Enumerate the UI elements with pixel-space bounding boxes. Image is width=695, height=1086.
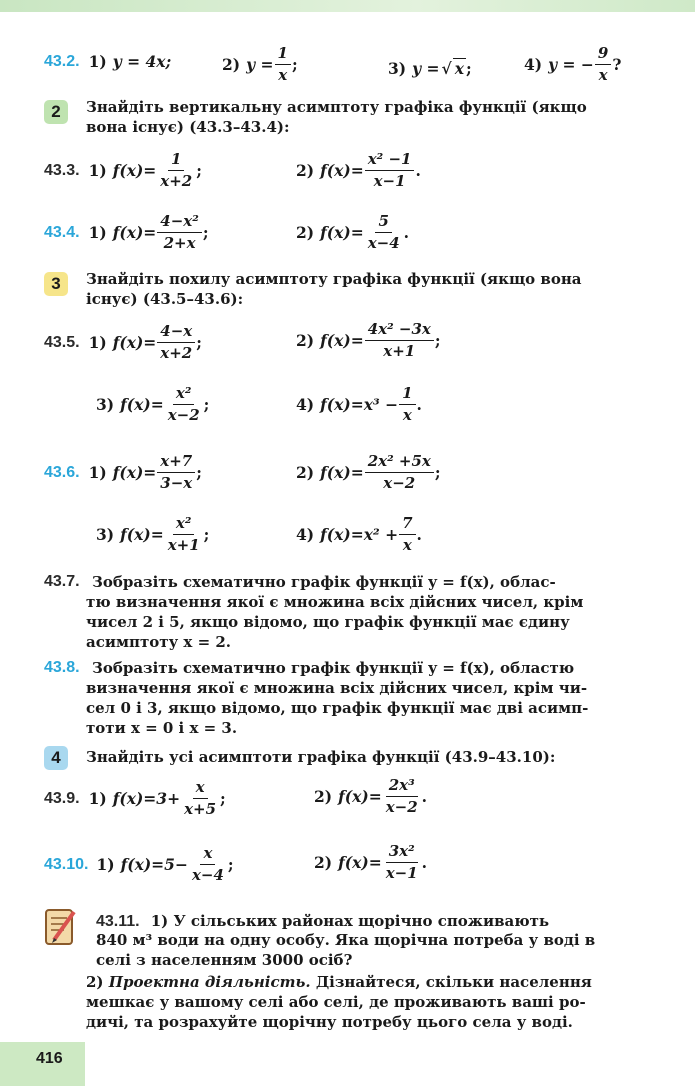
fraction: $\frac{\text{x² −1}}{x-1}$ xyxy=(365,150,415,191)
task-43-7-line2: тю визначення якої є множина всіх дійсних чисел, крім xyxy=(86,593,584,611)
task-43-8-line1: Зобразіть схематично графік функції y = f(x), областю xyxy=(92,659,575,677)
fraction: $\frac{1}{x}$ xyxy=(275,44,291,85)
item-index: 1) xyxy=(96,855,115,874)
task-43-5-item-4: 4) f(x)=x³ − $\frac{1}{x}$ . xyxy=(296,384,422,424)
item-index: 1) xyxy=(88,223,107,242)
fraction: $\frac{x}{x+5}$ xyxy=(184,778,217,818)
task-43-5-item-3: 3) f(x)= $\frac{\text{x²}}{x-2}$ ; xyxy=(96,384,210,424)
item-index: 2) xyxy=(296,463,315,482)
task-number: 43.5. xyxy=(44,333,80,351)
task-43-5: 43.5. 1) f(x)= $\frac{4-x}{x+2}$ ; xyxy=(44,322,202,362)
item-index: 4) xyxy=(524,55,543,74)
task-43-10: 43.10. 1) f(x)=5− $\frac{x}{x-4}$ ; xyxy=(44,844,234,884)
item-index: 4) xyxy=(296,525,315,544)
task-43-8-line3: сел 0 і 3, якщо відомо, що графік функції має дві асимп- xyxy=(86,699,589,717)
expression: y = xyxy=(246,55,274,74)
section-3-instruction-line1: Знайдіть похилу асимптоту графіка функції (якщо вона xyxy=(86,270,582,288)
item-index: 2) xyxy=(314,853,333,872)
item-index: 1) xyxy=(88,333,107,352)
section-3-instruction-line2: існує) (43.5–43.6): xyxy=(86,290,244,308)
task-43-7-line4: асимптоту x = 2. xyxy=(86,633,232,651)
fraction: $\frac{\text{4−x²}}{2+x}$ xyxy=(157,212,202,253)
expression: y = 4x; xyxy=(112,52,172,71)
top-decorative-band xyxy=(0,0,695,12)
task-43-8-line2: визначення якої є множина всіх дійсних чисел, крім чи- xyxy=(86,679,588,697)
item-index: 1) xyxy=(88,52,107,71)
task-43-6: 43.6. 1) f(x)= $\frac{x+7}{3-x}$ ; xyxy=(44,452,202,492)
fraction: $\frac{\text{x²}}{x-2}$ xyxy=(167,384,200,424)
task-43-8-line4: тоти x = 0 і x = 3. xyxy=(86,719,238,737)
task-43-4-item-2: 2) f(x)= $\frac{5}{x-4}$ . xyxy=(296,212,410,252)
fraction: $\frac{5}{x-4}$ xyxy=(367,212,400,252)
task-number: 43.8. xyxy=(44,659,80,676)
page-number: 416 xyxy=(36,1050,63,1067)
task-number: 43.2. xyxy=(44,52,80,70)
task-43-7-line1: Зобразіть схематично графік функції y = f(x), облас- xyxy=(92,573,556,591)
task-43-11-line5: мешкає у вашому селі або селі, де проживають ваші ро- xyxy=(86,993,586,1011)
task-43-11-line4: 2) Проектна діяльність. Дізнайтеся, скільки населення xyxy=(86,973,592,991)
fraction: $\frac{1}{x+2}$ xyxy=(160,150,193,190)
item-index: 2) xyxy=(222,55,241,74)
expression: y = xyxy=(412,58,440,78)
task-43-2-item-4: 4) y = − $\frac{9}{x}$ ? xyxy=(524,44,622,84)
page-number-box xyxy=(0,1042,85,1086)
task-43-2 xyxy=(44,52,171,71)
section-4-instruction: Знайдіть усі асимптоти графіка функції (43.9–43.10): xyxy=(86,748,556,766)
fraction: $\frac{\text{x²}}{x+1}$ xyxy=(167,514,200,554)
task-43-11-line1: 1) У сільських районах щорічно споживають xyxy=(150,912,550,930)
expression: y = − xyxy=(548,55,594,74)
task-43-6-item-3: 3) f(x)= $\frac{\text{x²}}{x+1}$ ; xyxy=(96,514,210,554)
task-number: 43.3. xyxy=(44,161,80,179)
fraction: $\frac{4-x}{x+2}$ xyxy=(157,322,195,363)
task-number: 43.4. xyxy=(44,223,80,241)
fraction: $\frac{\text{2x² +5x}}{x-2}$ xyxy=(365,452,434,493)
task-43-6-item-4: 4) f(x)=x² + $\frac{7}{x}$ . xyxy=(296,514,422,554)
task-43-5-item-2: 2) f(x)= $\frac{\text{4x² −3x}}{x+1}$ ; xyxy=(296,320,441,360)
fraction: $\frac{\text{4x² −3x}}{x+1}$ xyxy=(365,320,434,361)
task-43-11-line3: селі з населенням 3000 осіб? xyxy=(96,951,353,969)
notebook-pencil-icon xyxy=(44,906,78,946)
task-number: 43.10. xyxy=(44,855,89,873)
item-index: 3) xyxy=(388,58,407,78)
item-index: 3) xyxy=(96,525,115,544)
task-43-3: 43.3. 1) f(x)= $\frac{1}{x+2}$ ; xyxy=(44,150,202,190)
task-43-2-item-2: 2) y = $\frac{1}{x}$ ; xyxy=(222,44,298,84)
task-43-11-header xyxy=(96,911,549,931)
task-43-7-line3: чисел 2 і 5, якщо відомо, що графік функції має єдину xyxy=(86,613,570,631)
task-43-9-item-2: 2) f(x)= $\frac{\text{2x³}}{x-2}$ . xyxy=(314,776,428,816)
task-43-9: 43.9. 1) f(x)=3+ $\frac{x}{x+5}$ ; xyxy=(44,778,226,818)
badge-icon: 4 xyxy=(44,746,68,770)
task-43-11-line6: дичі, та розрахуйте щорічну потребу цього села у воді. xyxy=(86,1013,573,1031)
fraction: $\frac{9}{x}$ xyxy=(595,44,611,85)
task-number: 43.6. xyxy=(44,463,80,481)
sqrt-icon: √ xyxy=(441,58,452,78)
task-43-11-line2: 840 м³ води на одну особу. Яка щорічна потреба у воді в xyxy=(96,931,596,949)
item-index: 3) xyxy=(96,395,115,414)
fraction: $\frac{x+7}{3-x}$ xyxy=(157,452,195,493)
task-43-6-item-2: 2) f(x)= $\frac{\text{2x² +5x}}{x-2}$ ; xyxy=(296,452,441,492)
task-number: 43.11. xyxy=(96,913,140,930)
item-index: 2) xyxy=(296,331,315,350)
task-43-10-item-2: 2) f(x)= $\frac{\text{3x²}}{x-1}$ . xyxy=(314,842,428,882)
fraction: $\frac{7}{x}$ xyxy=(399,514,415,555)
badge-icon: 3 xyxy=(44,272,68,296)
fraction: $\frac{x}{x-4}$ xyxy=(191,844,224,884)
fraction: $\frac{1}{x}$ xyxy=(399,384,415,425)
item-index: 2) xyxy=(296,223,315,242)
task-43-3-item-2: 2) f(x)= $\frac{\text{x² −1}}{x-1}$ . xyxy=(296,150,421,190)
section-2-instruction-line2: вона існує) (43.3–43.4): xyxy=(86,118,290,136)
section-2-instruction-line1: Знайдіть вертикальну асимптоту графіка функції (якщо xyxy=(86,98,587,116)
item-index: 2) xyxy=(296,161,315,180)
badge-icon: 2 xyxy=(44,100,68,124)
task-number: 43.7. xyxy=(44,573,80,590)
item-index: 1) xyxy=(88,161,107,180)
item-index: 1) xyxy=(88,463,107,482)
task-number: 43.9. xyxy=(44,789,80,807)
item-index: 2) xyxy=(314,787,333,806)
fraction: $\frac{\text{2x³}}{x-2}$ xyxy=(385,776,418,816)
task-43-2-item-3: 3) y = √ x ; xyxy=(388,58,472,78)
task-43-4: 43.4. 1) f(x)= $\frac{\text{4−x²}}{2+x}$ ; xyxy=(44,212,209,252)
item-index: 1) xyxy=(88,789,107,808)
fraction: $\frac{\text{3x²}}{x-1}$ xyxy=(385,842,418,882)
item-index: 4) xyxy=(296,395,315,414)
project-activity-label: Проектна діяльність. xyxy=(108,973,311,991)
